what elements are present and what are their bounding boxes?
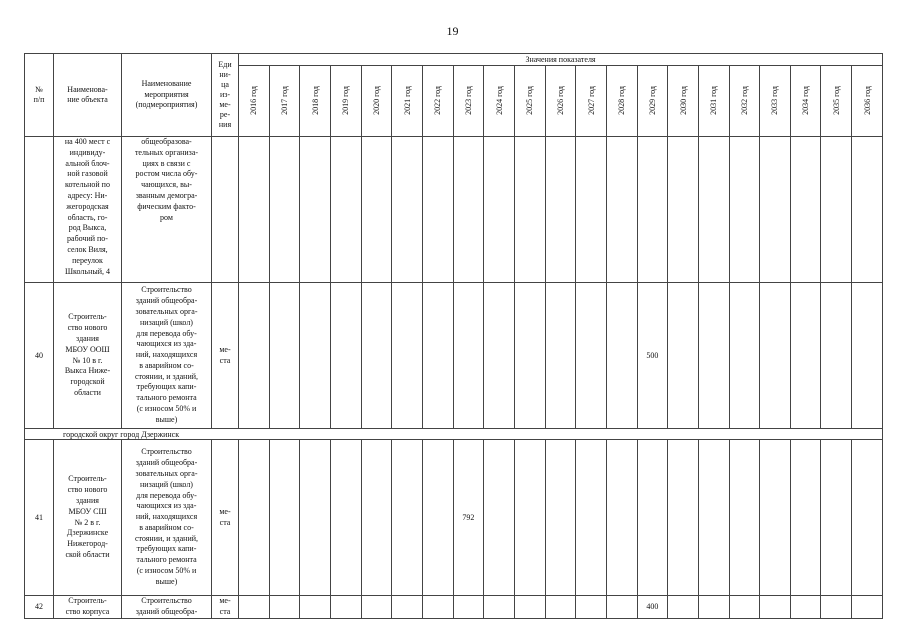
value-cell <box>606 283 637 429</box>
event-name-cell: Строительство зданий общеобра- зовательных орга- низаций (школ) для перевода обу- чающихся из зда- ний, находящихся в аварийном со- стоянии, и зданий, требующих капи- тального ремонта (с износом 50% и выше) <box>122 440 212 596</box>
object-name-cell: на 400 мест с индивиду- альной блоч- ной газовой котельной по адресу: Ни- жегородская область, го- род Выкса, рабочий по- селок Виля, переулок Школьный, 4 <box>54 137 122 283</box>
header-year-label: 2030 год <box>678 85 688 115</box>
header-year <box>269 66 300 137</box>
header-year-label: 2034 год <box>801 85 811 115</box>
value-cell <box>790 283 821 429</box>
header-year <box>422 66 453 137</box>
value-cell <box>453 596 484 619</box>
value-cell <box>361 440 392 596</box>
header-year-label: 2027 год <box>586 85 596 115</box>
value-cell <box>453 137 484 283</box>
header-year-label: 2023 год <box>463 85 473 115</box>
value-cell: 400 <box>637 596 668 619</box>
value-cell <box>514 440 545 596</box>
table-row <box>25 596 883 619</box>
value-cell: 792 <box>453 440 484 596</box>
value-cell <box>760 137 791 283</box>
object-name-cell: Строитель- ство нового здания МБОУ ООШ № 10 в г. Выкса Ниже- городской области <box>54 283 122 429</box>
header-year <box>637 66 668 137</box>
header-year <box>484 66 515 137</box>
value-cell <box>300 596 331 619</box>
value-cell <box>821 440 852 596</box>
header-year-label: 2017 год <box>279 85 289 115</box>
header-year-label: 2032 год <box>739 85 749 115</box>
event-name-cell: Строительство зданий общеобра- <box>122 596 212 619</box>
value-cell <box>484 137 515 283</box>
value-cell <box>760 596 791 619</box>
header-year-label: 2035 год <box>831 85 841 115</box>
value-cell <box>514 596 545 619</box>
header-year-label: 2029 год <box>647 85 657 115</box>
header-event-name: Наименование мероприятия (подмероприятия) <box>122 54 212 137</box>
value-cell <box>729 596 760 619</box>
value-cell <box>852 596 883 619</box>
header-year <box>729 66 760 137</box>
value-cell <box>668 137 699 283</box>
unit-cell: ме- ста <box>212 596 239 619</box>
value-cell <box>606 596 637 619</box>
section-row <box>25 429 883 440</box>
value-cell <box>698 596 729 619</box>
unit-cell: ме- ста <box>212 283 239 429</box>
value-cell <box>637 137 668 283</box>
value-cell <box>453 283 484 429</box>
value-cell <box>852 137 883 283</box>
header-year <box>852 66 883 137</box>
table-body <box>25 137 883 619</box>
header-year-label: 2016 год <box>249 85 259 115</box>
header-year-label: 2018 год <box>310 85 320 115</box>
header-row-top <box>25 54 883 66</box>
value-cell <box>392 440 423 596</box>
header-year <box>606 66 637 137</box>
value-cell <box>698 283 729 429</box>
value-cell <box>330 283 361 429</box>
header-year-label: 2033 год <box>770 85 780 115</box>
value-cell <box>392 596 423 619</box>
value-cell <box>300 440 331 596</box>
header-year <box>545 66 576 137</box>
value-cell <box>300 283 331 429</box>
header-year <box>760 66 791 137</box>
unit-cell <box>212 137 239 283</box>
header-year-label: 2024 год <box>494 85 504 115</box>
value-cell <box>668 440 699 596</box>
event-name-cell: общеобразова- тельных организа- циях в связи с ростом числа обу- чающихся, вы- званным демогра- фическим факто- ром <box>122 137 212 283</box>
value-cell <box>239 596 270 619</box>
value-cell <box>330 440 361 596</box>
header-year <box>361 66 392 137</box>
table-row <box>25 283 883 429</box>
header-year <box>300 66 331 137</box>
value-cell <box>729 137 760 283</box>
value-cell <box>392 137 423 283</box>
value-cell <box>545 440 576 596</box>
value-cell <box>484 440 515 596</box>
value-cell <box>361 283 392 429</box>
header-year <box>514 66 545 137</box>
table-row <box>25 440 883 596</box>
value-cell <box>330 137 361 283</box>
value-cell <box>576 137 607 283</box>
header-unit: Еди ни- ца из- ме- ре- ния <box>212 54 239 137</box>
value-cell <box>484 283 515 429</box>
row-number: 42 <box>25 596 54 619</box>
value-cell <box>239 440 270 596</box>
value-cell <box>269 137 300 283</box>
value-cell <box>392 283 423 429</box>
header-year <box>668 66 699 137</box>
header-year <box>239 66 270 137</box>
header-num: № п/п <box>25 54 54 137</box>
value-cell <box>422 283 453 429</box>
value-cell <box>760 440 791 596</box>
value-cell <box>606 440 637 596</box>
page-number: 19 <box>446 24 459 38</box>
value-cell <box>637 440 668 596</box>
indicators-table <box>24 53 883 619</box>
unit-cell: ме- ста <box>212 440 239 596</box>
value-cell <box>239 137 270 283</box>
value-cell <box>361 596 392 619</box>
value-cell <box>514 283 545 429</box>
value-cell <box>545 137 576 283</box>
value-cell <box>606 137 637 283</box>
value-cell <box>790 137 821 283</box>
value-cell <box>790 596 821 619</box>
header-year <box>330 66 361 137</box>
header-year-label: 2026 год <box>555 85 565 115</box>
value-cell <box>576 596 607 619</box>
value-cell <box>422 137 453 283</box>
header-year-label: 2020 год <box>371 85 381 115</box>
value-cell <box>821 283 852 429</box>
header-year-label: 2028 год <box>617 85 627 115</box>
value-cell <box>821 596 852 619</box>
value-cell <box>852 440 883 596</box>
header-year <box>576 66 607 137</box>
value-cell <box>668 283 699 429</box>
header-year-label: 2036 год <box>862 85 872 115</box>
value-cell <box>269 596 300 619</box>
header-year-label: 2021 год <box>402 85 412 115</box>
header-year <box>821 66 852 137</box>
section-title: городской округ город Дзержинск <box>25 429 883 440</box>
value-cell <box>668 596 699 619</box>
value-cell <box>330 596 361 619</box>
value-cell <box>545 596 576 619</box>
value-cell <box>729 283 760 429</box>
value-cell <box>484 596 515 619</box>
value-cell <box>422 440 453 596</box>
value-cell <box>821 137 852 283</box>
value-cell <box>361 137 392 283</box>
object-name-cell: Строитель- ство нового здания МБОУ СШ № 2 в г. Дзержинске Нижегород- ской области <box>54 440 122 596</box>
value-cell <box>852 283 883 429</box>
value-cell <box>576 283 607 429</box>
header-year <box>698 66 729 137</box>
object-name-cell: Строитель- ство корпуса <box>54 596 122 619</box>
value-cell <box>760 283 791 429</box>
value-cell <box>300 137 331 283</box>
row-number: 41 <box>25 440 54 596</box>
value-cell <box>545 283 576 429</box>
value-cell <box>239 283 270 429</box>
row-number <box>25 137 54 283</box>
header-year-label: 2031 год <box>709 85 719 115</box>
header-year <box>790 66 821 137</box>
value-cell <box>514 137 545 283</box>
header-year-label: 2022 год <box>433 85 443 115</box>
value-cell: 500 <box>637 283 668 429</box>
value-cell <box>698 440 729 596</box>
value-cell <box>729 440 760 596</box>
value-cell <box>422 596 453 619</box>
value-cell <box>269 440 300 596</box>
header-year-label: 2019 год <box>341 85 351 115</box>
value-cell <box>790 440 821 596</box>
value-cell <box>698 137 729 283</box>
header-year <box>453 66 484 137</box>
header-year-label: 2025 год <box>525 85 535 115</box>
value-cell <box>576 440 607 596</box>
header-object-name: Наименова- ние объекта <box>54 54 122 137</box>
event-name-cell: Строительство зданий общеобра- зовательных орга- низаций (школ) для перевода обу- чающихся из зда- ний, находящихся в аварийном со- стоянии, и зданий, требующих капи- тального ремонта (с износом 50% и выше) <box>122 283 212 429</box>
header-year <box>392 66 423 137</box>
table-row <box>25 137 883 283</box>
row-number: 40 <box>25 283 54 429</box>
header-values-title: Значения показателя <box>239 54 883 66</box>
value-cell <box>269 283 300 429</box>
